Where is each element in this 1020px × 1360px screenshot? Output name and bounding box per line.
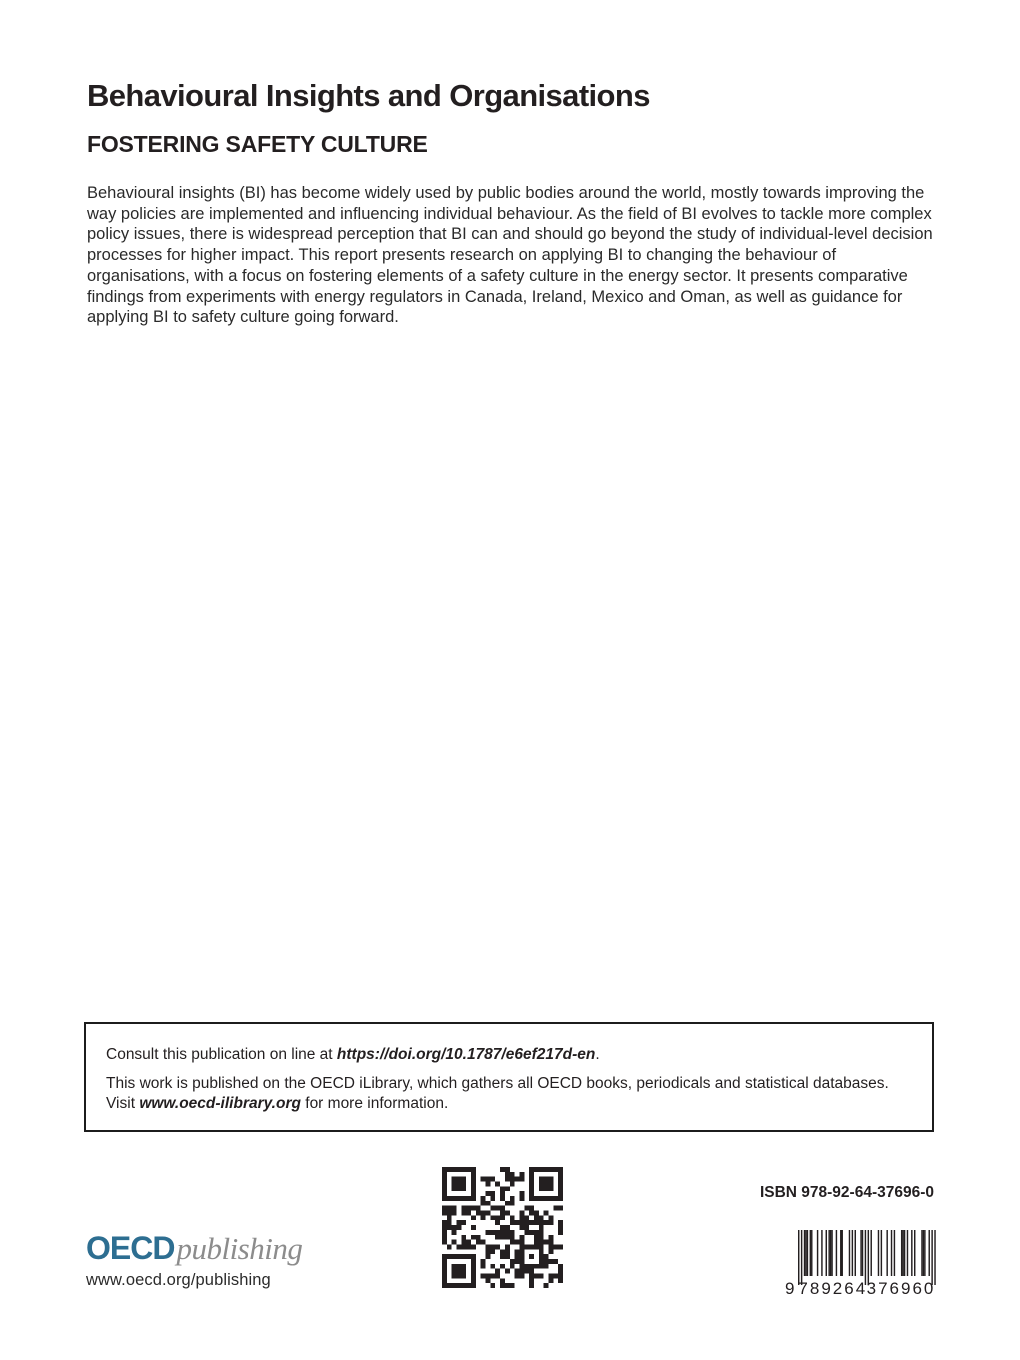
consult-line (106, 1045, 912, 1065)
barcode-group1: 789264 (798, 1279, 868, 1298)
page-title: Behavioural Insights and Organisations (87, 78, 650, 113)
oecd-publishing-logo (86, 1232, 302, 1264)
ilibrary-link: www.oecd-ilibrary.org (139, 1095, 301, 1112)
publisher-block (86, 1232, 302, 1290)
consult-line-suffix: . (595, 1046, 600, 1063)
publishing-wordmark: publishing (176, 1231, 303, 1266)
publisher-url: www.oecd.org/publishing (86, 1271, 271, 1289)
qr-code (442, 1167, 563, 1288)
visit-prefix: Visit (106, 1095, 140, 1112)
isbn-text: ISBN 978-92-64-37696-0 (759, 1184, 934, 1201)
abstract-text: Behavioural insights (BI) has become widely used by public bodies around the world, mostly towards improving the way policies are implemented and influencing individual behaviour. As the field of BI evolves to tackle more complex policy issues, there is widespread perception that BI can and should go beyond the study of individual-level decision processes for higher impact. This report presents research on applying BI to changing the behaviour of organisations, with a focus on fostering elements of a safety culture in the energy sector. It presents comparative findings from experiments with energy regulators in Canada, Ireland, Mexico and Oman, as well as guidance for applying BI to safety culture going forward. (87, 184, 933, 327)
consult-line-prefix: Consult this publication on line at (106, 1046, 337, 1063)
ilibrary-line (106, 1074, 912, 1114)
barcode-group2: 376960 (866, 1279, 936, 1298)
ean-barcode (785, 1229, 937, 1301)
doi-link: https://doi.org/10.1787/e6ef217d-en (336, 1046, 596, 1063)
barcode-lead-digit: 9 (785, 1279, 795, 1298)
page-subtitle: FOSTERING SAFETY CULTURE (87, 131, 428, 157)
oecd-wordmark: OECD (86, 1230, 175, 1266)
publication-info-box (84, 1022, 934, 1132)
ilibrary-sentence: This work is published on the OECD iLibrary, which gathers all OECD books, periodicals and statistical databases. (106, 1075, 889, 1092)
visit-suffix: for more information. (300, 1095, 449, 1112)
